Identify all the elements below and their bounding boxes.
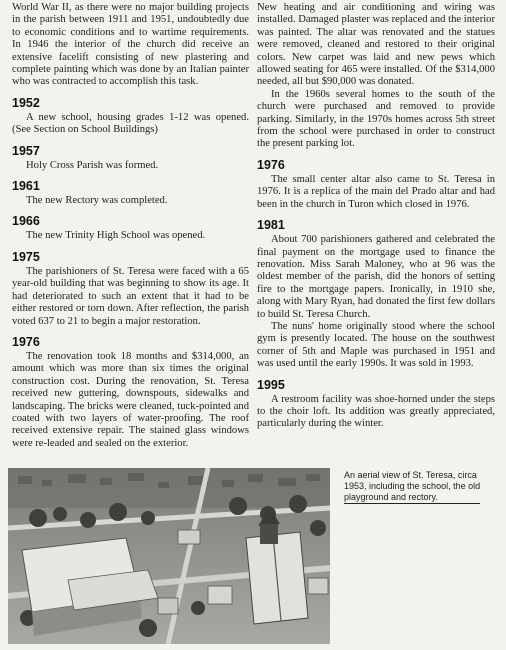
year-heading-1952: 1952 bbox=[12, 95, 40, 110]
continued-paragraph: New heating and air conditioning and wiring was installed. Damaged plaster was replaced and the interior was painted. The altar was renovated and the statues were removed, cleaned and restored to their original colors. New carpet was laid and new pews which allowed seating for 465 were installed. Of the $314,000 needed, all but $90,000 was donated. bbox=[257, 2, 495, 88]
section-text-1966: The new Trinity High School was opened. bbox=[26, 230, 206, 242]
year-heading-1966: 1966 bbox=[12, 214, 40, 229]
caption-underline bbox=[344, 503, 480, 504]
section-text-1957: Holy Cross Parish was formed. bbox=[26, 159, 159, 171]
section-text-1976-renovation: The renovation took 18 months and $314,000, an amount which was more than six times the original construction cost. During the renovation, St. Teresa received new guttering, downspouts, sidewalks and landscaping. The bricks were cleaned, tuck-pointed and coated with two layers of water-proofing. The roof received extensive repair. The stained glass windows were re-leaded and sealed on the exterior. bbox=[12, 350, 249, 449]
intro-paragraph: World War II, as there were no major building projects in the parish between 1911 and 1951, undoubtedly due to economic conditions and to wartime requirements. In 1946 the interior of the church did receive an extensive facelift consisting of new plastering and complete painting which was done by an Italian painter who was contracted to accomplish this task. bbox=[12, 2, 249, 88]
year-heading-1976: 1976 bbox=[12, 334, 40, 349]
year-heading-1981: 1981 bbox=[257, 218, 285, 233]
left-column bbox=[12, 2, 249, 450]
year-heading-1957: 1957 bbox=[12, 143, 40, 158]
section-text-1961: The new Rectory was completed. bbox=[26, 195, 168, 207]
right-column bbox=[257, 2, 495, 431]
section-text-1975: The parishioners of St. Teresa were faced with a 65 year-old building that was beginning to show its age. It had deteriorated to such an extent that it had to be either restored or torn down. After reflection, the parish voted 637 to 21 to begin a major restoration. bbox=[12, 265, 249, 327]
aerial-photo bbox=[8, 468, 330, 644]
year-heading-1976-altar: 1976 bbox=[257, 157, 285, 172]
year-heading-1975: 1975 bbox=[12, 249, 40, 264]
photo-caption: An aerial view of St. Teresa, circa 1953, including the school, the old playground and rectory. bbox=[344, 470, 481, 502]
section-text-1952: A new school, housing grades 1-12 was opened. (See Section on School Buildings) bbox=[12, 111, 249, 136]
year-heading-1961: 1961 bbox=[12, 179, 40, 194]
section-text-1995: A restroom facility was shoe-horned under the steps to the choir loft. Its addition was greatly appreciated, particularly during the winter. bbox=[257, 393, 495, 430]
year-heading-1995: 1995 bbox=[257, 377, 285, 392]
section-text-1981-mortgage: About 700 parishioners gathered and celebrated the final payment on the mortgage used to finance the renovation. Miss Sarah Maloney, who at 96 was the oldest member of the parish, did the honors of setting fire to the mortgage papers. Ironically, in 1910 she, along with Mary Ryan, had donated the first few dollars to build St. Teresa Church. bbox=[257, 234, 495, 320]
section-text-1976-altar: The small center altar also came to St. Teresa in 1976. It is a replica of the main del Prado altar and had been in the church in Turon which closed in 1976. bbox=[257, 173, 495, 210]
parking-paragraph: In the 1960s several homes to the south of the church were purchased and removed to provide parking. Similarly, in the 1970s homes across 5th street from the school were purchased in order to construct the present parking lot. bbox=[257, 88, 495, 150]
section-text-1981-nuns-home: The nuns' home originally stood where the school gym is presently located. The house on the southwest corner of 5th and Maple was purchased in 1951 and was used until the early 1990s. It was sold in 1993. bbox=[257, 320, 495, 370]
